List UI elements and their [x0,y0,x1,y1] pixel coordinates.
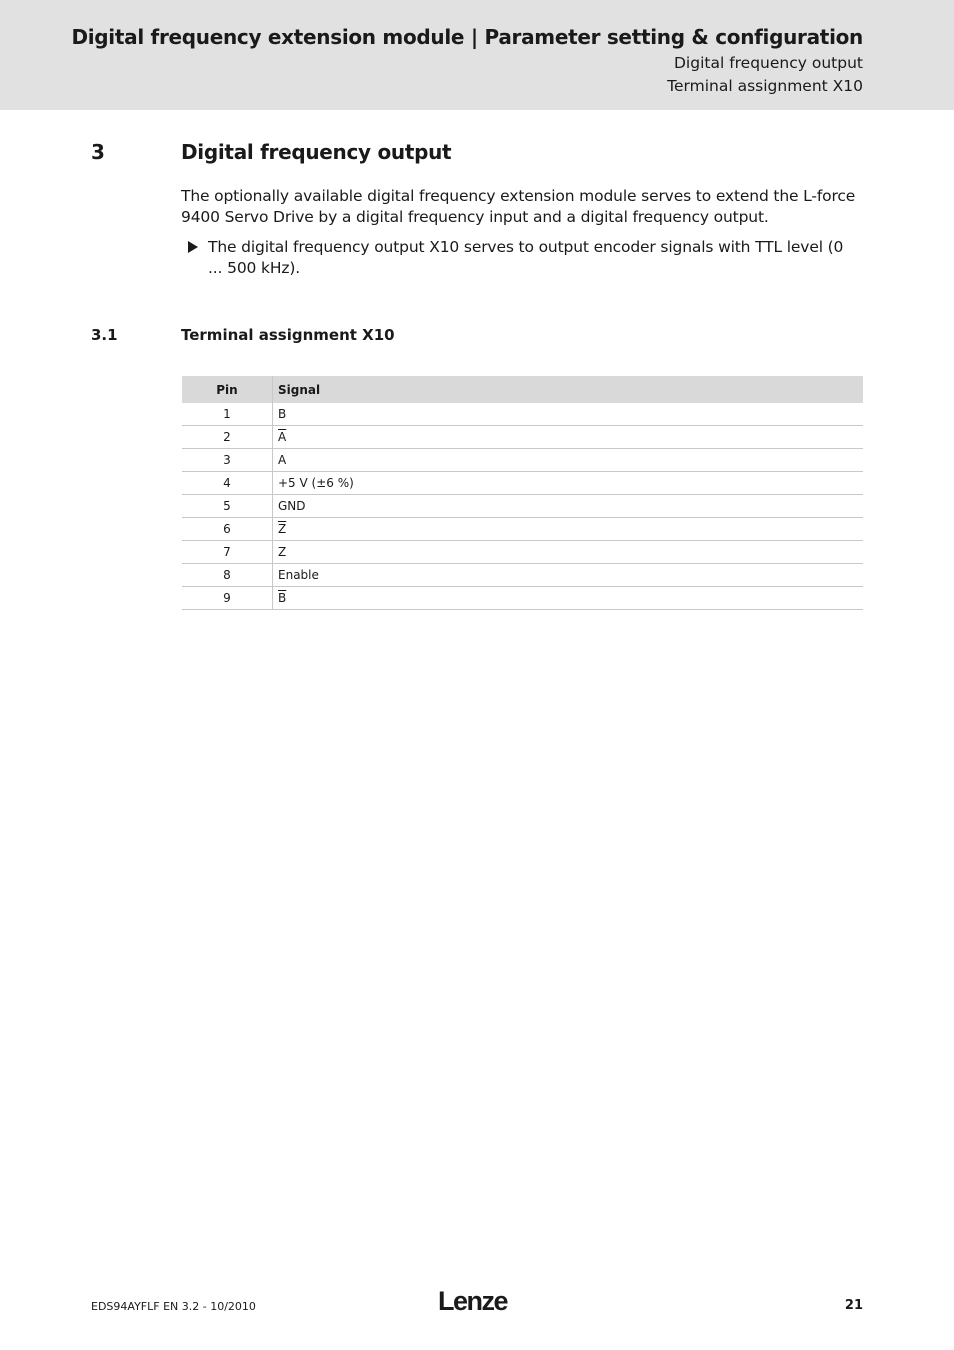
pin-number-cell: 6 [182,518,273,541]
signal-cell [273,472,864,495]
table-header-row [182,376,863,403]
signal-cell [273,449,864,472]
inverted-signal-label: $\overline{B}$ [278,591,287,605]
inverted-signal-label: $\overline{A}$ [278,430,287,444]
table-row [182,403,863,426]
pin-number-cell: 9 [182,587,273,610]
table-row [182,426,863,449]
pin-number-cell: 8 [182,564,273,587]
signal-cell [273,426,864,449]
signal-cell [273,587,864,610]
signal-cell [273,518,864,541]
svg-text:Lenze: Lenze [438,1286,508,1316]
subsection-number: 3.1 [91,326,118,344]
document-id: EDS94AYFLF EN 3.2 - 10/2010 [91,1300,256,1313]
table-row [182,541,863,564]
pin-number-cell: 3 [182,449,273,472]
column-header-pin: Pin [182,376,273,403]
lenze-logo [438,1286,518,1320]
signal-cell [273,564,864,587]
pin-number-cell: 1 [182,403,273,426]
table-row [182,564,863,587]
page-header [0,0,954,110]
table-row [182,449,863,472]
header-title: Digital frequency extension module | Parameter setting & configuration [71,25,863,49]
signal-label: Z [278,545,287,559]
table-row [182,587,863,610]
bullet-text: The digital frequency output X10 serves to output encoder signals with TTL level (0 ... 500 kHz). [208,238,844,277]
signal-label: B [278,407,287,421]
signal-cell [273,495,864,518]
signal-cell [273,403,864,426]
inverted-signal-label: $\overline{Z}$ [278,522,287,536]
column-header-signal: Signal [273,376,864,403]
terminal-assignment-table [182,376,863,610]
bullet-arrow-icon [188,241,198,253]
pin-number-cell: 2 [182,426,273,449]
header-subtitle-chapter: Digital frequency output [674,54,863,72]
signal-label: GND [278,499,306,513]
section-number: 3 [91,140,105,164]
signal-label: +5 V (±6 %) [278,476,354,490]
table-row [182,495,863,518]
page-number: 21 [844,1298,863,1313]
signal-cell [273,541,864,564]
table-row [182,518,863,541]
pin-number-cell: 7 [182,541,273,564]
header-subtitle-section: Terminal assignment X10 [667,77,863,95]
section-title: Digital frequency output [181,140,452,164]
table-row [182,472,863,495]
subsection-title: Terminal assignment X10 [181,326,395,344]
signal-label: A [278,453,287,467]
signal-label: Enable [278,568,319,582]
pin-number-cell: 5 [182,495,273,518]
pin-number-cell: 4 [182,472,273,495]
intro-paragraph: The optionally available digital frequency extension module serves to extend the L-force 9400 Servo Drive by a digital frequency input and a digital frequency output. [181,187,856,226]
